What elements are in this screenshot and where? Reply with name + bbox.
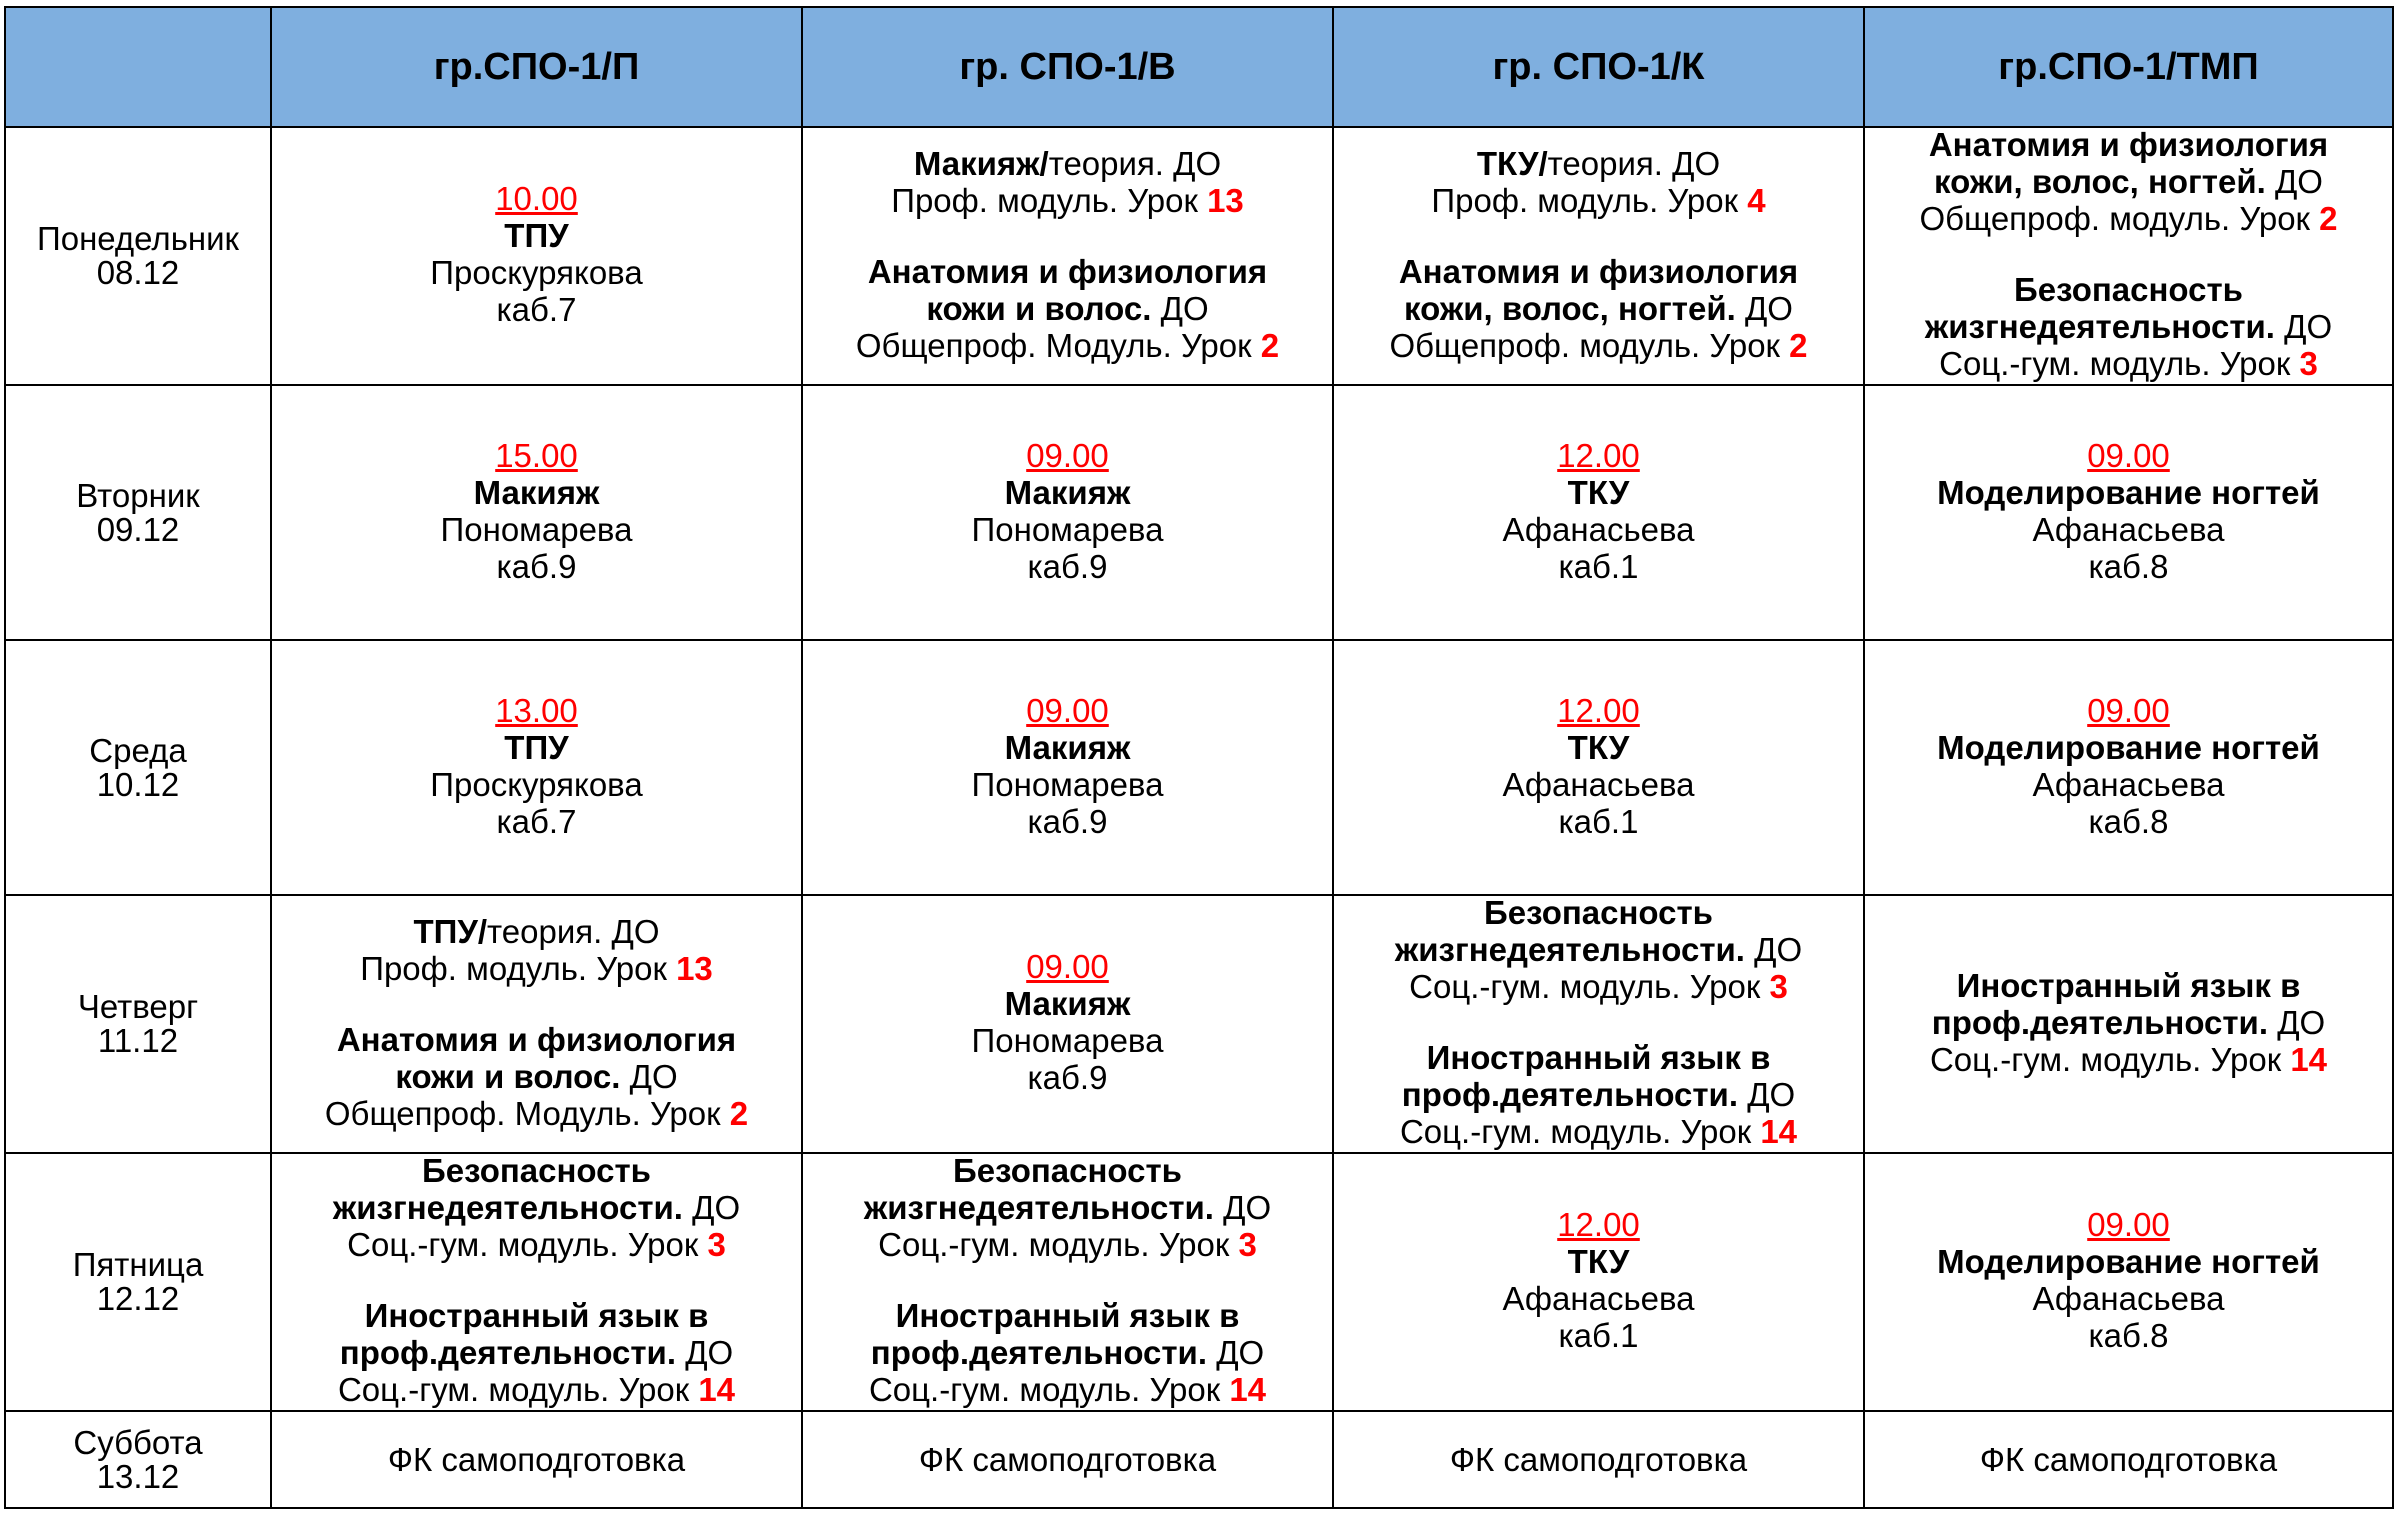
lesson-number: 14 bbox=[2290, 1040, 2328, 1078]
lesson-cell bbox=[271, 385, 802, 640]
header-group-v: гр. СПО-1/В bbox=[802, 7, 1333, 127]
row-saturday bbox=[5, 1411, 2393, 1508]
lesson-time: 15.00 bbox=[495, 436, 578, 474]
day-cell bbox=[5, 640, 271, 895]
distance-cell bbox=[802, 127, 1333, 385]
lesson-number: 3 bbox=[1769, 968, 1788, 1005]
day-name: Среда bbox=[89, 731, 187, 769]
lesson-teacher: Пономарева bbox=[971, 765, 1164, 803]
day-cell bbox=[5, 385, 271, 640]
distance-title: Безопасность bbox=[953, 1153, 1182, 1189]
lesson-cell bbox=[802, 895, 1333, 1153]
lesson-subject: Моделирование ногтей bbox=[1937, 728, 2320, 766]
lesson-teacher: Афанасьева bbox=[1502, 765, 1695, 803]
distance-cell bbox=[1864, 895, 2393, 1153]
header-group-tmp: гр.СПО-1/ТМП bbox=[1864, 7, 2393, 127]
lesson-cell bbox=[271, 640, 802, 895]
lesson-cell bbox=[1333, 385, 1864, 640]
distance-cell bbox=[271, 895, 802, 1153]
day-date: 09.12 bbox=[96, 510, 180, 548]
lesson-time: 12.00 bbox=[1557, 1206, 1640, 1243]
distance-title: Анатомия и физиология bbox=[1928, 127, 2329, 163]
distance-module: Проф. модуль. Урок bbox=[891, 181, 1208, 219]
lesson-cell bbox=[802, 640, 1333, 895]
lesson-subject: ТПУ bbox=[504, 217, 569, 254]
lesson-number: 13 bbox=[676, 949, 713, 987]
lesson-cell bbox=[1333, 1153, 1864, 1411]
lesson-room: каб.7 bbox=[496, 802, 577, 840]
header-row bbox=[5, 7, 2393, 127]
lesson-teacher: Пономарева bbox=[971, 510, 1164, 548]
distance-title: ТПУ/ bbox=[413, 912, 488, 950]
distance-note: ДО bbox=[1207, 1334, 1265, 1371]
distance-module: Общепроф. модуль. Урок bbox=[1919, 200, 2320, 237]
lesson-number: 2 bbox=[729, 1094, 749, 1132]
lesson-number: 2 bbox=[2319, 200, 2338, 237]
lesson-cell bbox=[1864, 640, 2393, 895]
row-tuesday bbox=[5, 385, 2393, 640]
lesson-teacher: Афанасьева bbox=[1502, 1280, 1695, 1317]
lesson-room: каб.8 bbox=[2088, 547, 2169, 585]
lesson-number: 14 bbox=[1229, 1371, 1267, 1408]
distance-title: проф.деятельности. bbox=[870, 1334, 1208, 1371]
day-date: 13.12 bbox=[96, 1457, 180, 1495]
distance-module: Проф. модуль. Урок bbox=[1431, 181, 1748, 219]
distance-note: ДО bbox=[1151, 289, 1209, 327]
distance-title: проф.деятельности. bbox=[1401, 1076, 1739, 1113]
lesson-room: каб.9 bbox=[1027, 1059, 1108, 1096]
distance-note: ДО bbox=[2274, 308, 2333, 345]
lesson-teacher: Афанасьева bbox=[2032, 510, 2225, 548]
lesson-cell bbox=[271, 127, 802, 385]
distance-module: Проф. модуль. Урок bbox=[360, 949, 677, 987]
distance-module: Соц.-гум. модуль. Урок bbox=[1939, 345, 2300, 382]
distance-title: Макияж/ bbox=[913, 144, 1049, 182]
distance-note: ДО bbox=[676, 1334, 734, 1371]
lesson-time: 09.00 bbox=[1026, 436, 1109, 474]
lesson-number: 3 bbox=[1238, 1226, 1257, 1263]
distance-title: жизгнедеятельности. bbox=[332, 1189, 683, 1226]
day-date: 12.12 bbox=[96, 1280, 180, 1317]
lesson-number: 13 bbox=[1207, 181, 1244, 219]
distance-title: Иностранный язык в bbox=[1426, 1039, 1771, 1076]
lesson-cell bbox=[1333, 640, 1864, 895]
day-cell bbox=[5, 895, 271, 1153]
distance-cell bbox=[802, 1153, 1333, 1411]
lesson-time: 12.00 bbox=[1557, 691, 1640, 729]
distance-title: Безопасность bbox=[422, 1153, 651, 1189]
header-group-k: гр. СПО-1/К bbox=[1333, 7, 1864, 127]
distance-note: ДО bbox=[1213, 1189, 1272, 1226]
self-study-cell: ФК самоподготовка bbox=[802, 1411, 1333, 1508]
distance-title: Анатомия и физиология bbox=[867, 252, 1268, 290]
day-name: Суббота bbox=[73, 1423, 203, 1461]
lesson-room: каб.8 bbox=[2088, 802, 2169, 840]
distance-cell bbox=[1333, 895, 1864, 1153]
lesson-subject: ТКУ bbox=[1567, 728, 1630, 766]
distance-title: жизгнедеятельности. bbox=[863, 1189, 1214, 1226]
lesson-teacher: Проскурякова bbox=[430, 765, 643, 803]
lesson-subject: Макияж bbox=[1004, 728, 1131, 766]
lesson-room: каб.9 bbox=[496, 547, 577, 585]
distance-title: Анатомия и физиология bbox=[1398, 252, 1799, 290]
day-date: 10.12 bbox=[96, 765, 180, 803]
distance-module: Соц.-гум. модуль. Урок bbox=[878, 1226, 1239, 1263]
distance-module: Общепроф. модуль. Урок bbox=[1389, 326, 1790, 364]
lesson-number: 4 bbox=[1747, 181, 1766, 219]
schedule-table bbox=[4, 6, 2394, 1509]
lesson-room: каб.7 bbox=[496, 291, 577, 328]
lesson-time: 09.00 bbox=[1026, 691, 1109, 729]
day-cell bbox=[5, 1153, 271, 1411]
distance-note: ДО bbox=[682, 1189, 741, 1226]
day-cell bbox=[5, 127, 271, 385]
lesson-subject: Моделирование ногтей bbox=[1937, 473, 2320, 511]
lesson-time: 09.00 bbox=[2087, 436, 2170, 474]
lesson-number: 3 bbox=[707, 1226, 726, 1263]
distance-title: жизгнедеятельности. bbox=[1924, 308, 2275, 345]
lesson-teacher: Пономарева bbox=[440, 510, 633, 548]
row-wednesday bbox=[5, 640, 2393, 895]
self-study-cell: ФК самоподготовка bbox=[1864, 1411, 2393, 1508]
day-cell bbox=[5, 1411, 271, 1508]
lesson-cell bbox=[802, 385, 1333, 640]
distance-title: Безопасность bbox=[1484, 895, 1713, 931]
lesson-room: каб.8 bbox=[2088, 1317, 2169, 1354]
lesson-subject: Моделирование ногтей bbox=[1937, 1243, 2320, 1280]
distance-note: ДО bbox=[2268, 1003, 2326, 1041]
lesson-subject: ТПУ bbox=[504, 728, 569, 766]
lesson-teacher: Афанасьева bbox=[2032, 765, 2225, 803]
day-name: Вторник bbox=[76, 476, 200, 514]
distance-title: Иностранный язык в bbox=[364, 1297, 709, 1334]
distance-note: ДО bbox=[620, 1057, 678, 1095]
distance-title: кожи, волос, ногтей. bbox=[1934, 163, 2266, 200]
lesson-number: 2 bbox=[1260, 326, 1280, 364]
self-study-cell: ФК самоподготовка bbox=[271, 1411, 802, 1508]
lesson-time: 09.00 bbox=[2087, 691, 2170, 729]
distance-note: ДО bbox=[1744, 931, 1803, 968]
distance-cell bbox=[271, 1153, 802, 1411]
distance-title: проф.деятельности. bbox=[1931, 1003, 2269, 1041]
distance-module: Соц.-гум. модуль. Урок bbox=[1929, 1040, 2291, 1078]
distance-note: ДО bbox=[1738, 1076, 1796, 1113]
header-corner bbox=[5, 7, 271, 127]
lesson-room: каб.1 bbox=[1558, 547, 1639, 585]
lesson-teacher: Афанасьева bbox=[2032, 1280, 2225, 1317]
day-date: 11.12 bbox=[97, 1022, 179, 1059]
distance-title: жизгнедеятельности. bbox=[1394, 931, 1745, 968]
lesson-subject: ТКУ bbox=[1567, 473, 1630, 511]
lesson-number: 14 bbox=[698, 1371, 736, 1408]
distance-module: Соц.-гум. модуль. Урок bbox=[347, 1226, 708, 1263]
lesson-room: каб.9 bbox=[1027, 802, 1108, 840]
lesson-room: каб.9 bbox=[1027, 547, 1108, 585]
day-date: 08.12 bbox=[96, 254, 180, 291]
distance-module: Соц.-гум. модуль. Урок bbox=[868, 1371, 1230, 1408]
distance-title: Иностранный язык в bbox=[1956, 966, 2301, 1004]
lesson-room: каб.1 bbox=[1558, 802, 1639, 840]
distance-module: Соц.-гум. модуль. Урок bbox=[337, 1371, 699, 1408]
lesson-subject: Макияж bbox=[473, 473, 600, 511]
distance-module: Общепроф. Модуль. Урок bbox=[855, 326, 1261, 364]
distance-module: Соц.-гум. модуль. Урок bbox=[1409, 968, 1770, 1005]
distance-note: теория. ДО bbox=[1048, 144, 1222, 182]
lesson-number: 14 bbox=[1760, 1113, 1798, 1150]
self-study-cell: ФК самоподготовка bbox=[1333, 1411, 1864, 1508]
lesson-time: 10.00 bbox=[495, 180, 578, 217]
lesson-cell bbox=[1864, 385, 2393, 640]
day-name: Четверг bbox=[77, 988, 199, 1025]
row-thursday bbox=[5, 895, 2393, 1153]
distance-title: Анатомия и физиология bbox=[336, 1020, 737, 1058]
row-monday bbox=[5, 127, 2393, 385]
distance-cell bbox=[1333, 127, 1864, 385]
distance-note: ДО bbox=[2265, 163, 2323, 200]
row-friday bbox=[5, 1153, 2393, 1411]
distance-note: ДО bbox=[1735, 289, 1793, 327]
lesson-subject: Макияж bbox=[1004, 473, 1131, 511]
lesson-teacher: Проскурякова bbox=[430, 254, 643, 291]
distance-module: Общепроф. Модуль. Урок bbox=[324, 1094, 730, 1132]
distance-title: кожи и волос. bbox=[926, 289, 1152, 327]
lesson-time: 12.00 bbox=[1557, 436, 1640, 474]
lesson-time: 09.00 bbox=[1026, 948, 1109, 985]
lesson-room: каб.1 bbox=[1558, 1317, 1639, 1354]
distance-cell bbox=[1864, 127, 2393, 385]
distance-title: ТКУ/ bbox=[1476, 144, 1548, 182]
distance-note: теория. ДО bbox=[1547, 144, 1721, 182]
lesson-number: 2 bbox=[1789, 326, 1808, 364]
lesson-subject: ТКУ bbox=[1567, 1243, 1630, 1280]
distance-note: теория. ДО bbox=[487, 912, 660, 950]
distance-title: проф.деятельности. bbox=[339, 1334, 677, 1371]
distance-module: Соц.-гум. модуль. Урок bbox=[1399, 1113, 1761, 1150]
day-name: Понедельник bbox=[37, 220, 239, 257]
distance-title: Иностранный язык в bbox=[895, 1297, 1240, 1334]
lesson-teacher: Афанасьева bbox=[1502, 510, 1695, 548]
header-group-p: гр.СПО-1/П bbox=[271, 7, 802, 127]
lesson-subject: Макияж bbox=[1004, 985, 1131, 1022]
lesson-cell bbox=[1864, 1153, 2393, 1411]
lesson-time: 09.00 bbox=[2087, 1206, 2170, 1243]
distance-title: Безопасность bbox=[2014, 271, 2243, 308]
distance-title: кожи и волос. bbox=[395, 1057, 621, 1095]
day-name: Пятница bbox=[72, 1246, 204, 1283]
lesson-number: 3 bbox=[2299, 345, 2318, 382]
lesson-time: 13.00 bbox=[495, 691, 578, 729]
lesson-teacher: Пономарева bbox=[971, 1022, 1164, 1059]
distance-title: кожи, волос, ногтей. bbox=[1404, 289, 1736, 327]
